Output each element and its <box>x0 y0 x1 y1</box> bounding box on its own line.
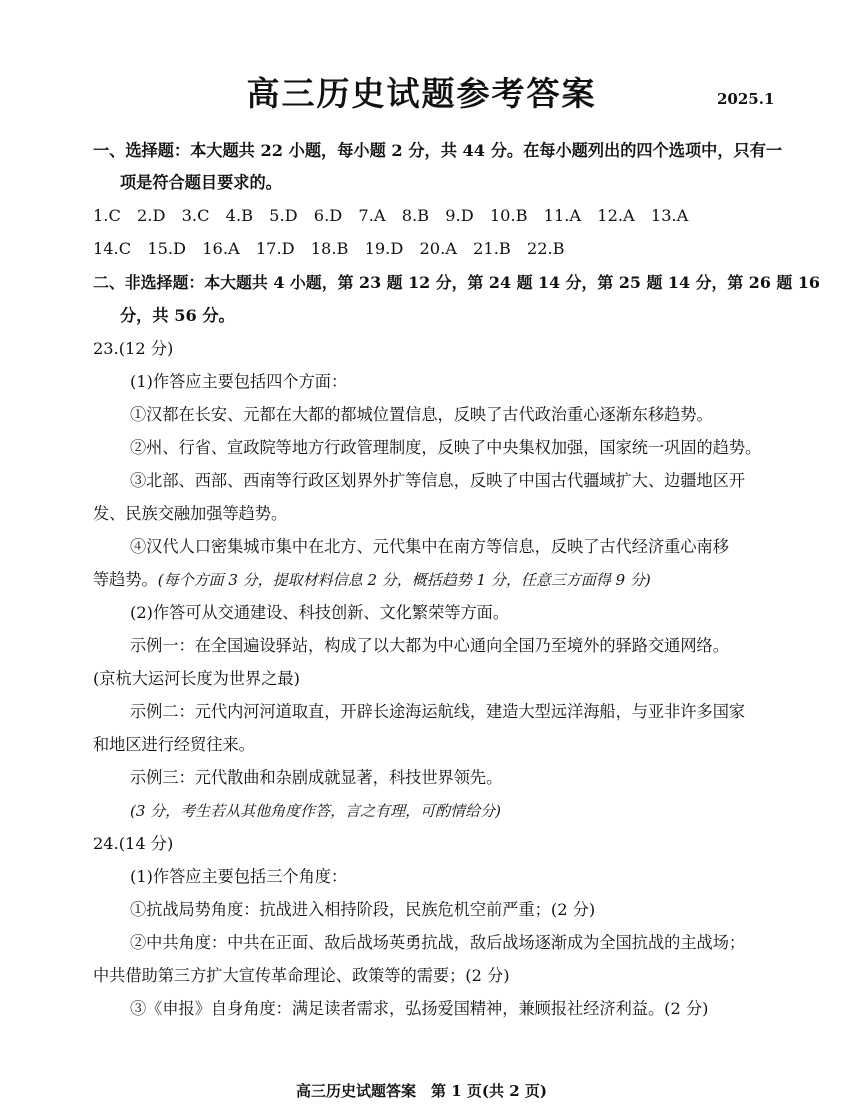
q23-number: 23.(12 分) <box>93 339 174 358</box>
q23-part2-note: (3 分，考生若从其他角度作答，言之有理，可酌情给分) <box>130 802 502 820</box>
page-title: 高三历史试题参考答案 <box>246 74 597 113</box>
q23-part1-item2: ②州、行省、宣政院等地方行政管理制度，反映了中央集权加强，国家统一巩固的趋势。 <box>130 438 762 457</box>
q23-scoring-note: (每个方面 3 分，提取材料信息 2 分，概括趋势 1 分，任意三方面得 9 分) <box>157 571 651 589</box>
q23-part1-intro: (1)作答应主要包括四个方面： <box>130 372 348 391</box>
q24-number: 24.(14 分) <box>93 834 174 853</box>
section1-heading-line2: 项是符合题目要求的。 <box>120 173 282 192</box>
q23-part1-item1: ①汉都在长安、元都在大都的都城位置信息，反映了古代政治重心逐渐东移趋势。 <box>130 405 713 424</box>
section2-heading-line1: 二、非选择题：本大题共 4 小题，第 23 题 12 分，第 24 题 14 分，第 25 题 14 分，第 26 题 16 <box>93 273 820 292</box>
q23-example1-line2: (京杭大运河长度为世界之最) <box>93 669 300 688</box>
mc-answers-line2: 14.C 15.D 16.A 17.D 18.B 19.D 20.A 21.B 22.B <box>93 239 565 258</box>
q24-item3: ③《申报》自身角度：满足读者需求，弘扬爱国精神，兼顾报社经济利益。(2 分) <box>130 999 709 1018</box>
q23-part1-item3-line2: 发、民族交融加强等趋势。 <box>93 504 288 523</box>
q24-part1-intro: (1)作答应主要包括三个角度： <box>130 867 348 886</box>
q24-item1: ①抗战局势角度：抗战进入相持阶段，民族危机空前严重；(2 分) <box>130 900 596 919</box>
q23-part1-item3-line1: ③北部、西部、西南等行政区划界外扩等信息，反映了中国古代疆域扩大、边疆地区开 <box>130 471 746 490</box>
q23-part2-intro: (2)作答可从交通建设、科技创新、文化繁荣等方面。 <box>130 603 510 622</box>
q23-part1-item4-line2-text: 等趋势。 <box>93 570 158 589</box>
q23-part1-item4-line1: ④汉代人口密集城市集中在北方、元代集中在南方等信息，反映了古代经济重心南移 <box>130 537 729 556</box>
q23-example2-line1: 示例二：元代内河河道取直，开辟长途海运航线，建造大型远洋海船，与亚非许多国家 <box>130 702 746 721</box>
section1-heading-line1: 一、选择题：本大题共 22 小题，每小题 2 分，共 44 分。在每小题列出的四个选项中，只有一 <box>93 141 783 160</box>
q23-example1-line1: 示例一：在全国遍设驿站，构成了以大都为中心通向全国乃至境外的驿路交通网络。 <box>130 636 729 655</box>
q24-item2-line2: 中共借助第三方扩大宣传革命理论、政策等的需要；(2 分) <box>93 966 510 985</box>
q23-part1-item4-line2 <box>93 569 651 591</box>
q23-example2-line2: 和地区进行经贸往来。 <box>93 735 255 754</box>
q24-item2-line1: ②中共角度：中共在正面、敌后战场英勇抗战，敌后战场逐渐成为全国抗战的主战场； <box>130 933 746 952</box>
mc-answers-line1: 1.C 2.D 3.C 4.B 5.D 6.D 7.A 8.B 9.D 10.B 11.A 12.A 13.A <box>93 206 689 225</box>
q23-example3: 示例三：元代散曲和杂剧成就显著，科技世界领先。 <box>130 768 503 787</box>
exam-date: 2025.1 <box>717 90 775 108</box>
section2-heading-line2: 分，共 56 分。 <box>120 306 235 325</box>
page-footer: 高三历史试题答案 第 1 页(共 2 页) <box>296 1082 547 1100</box>
